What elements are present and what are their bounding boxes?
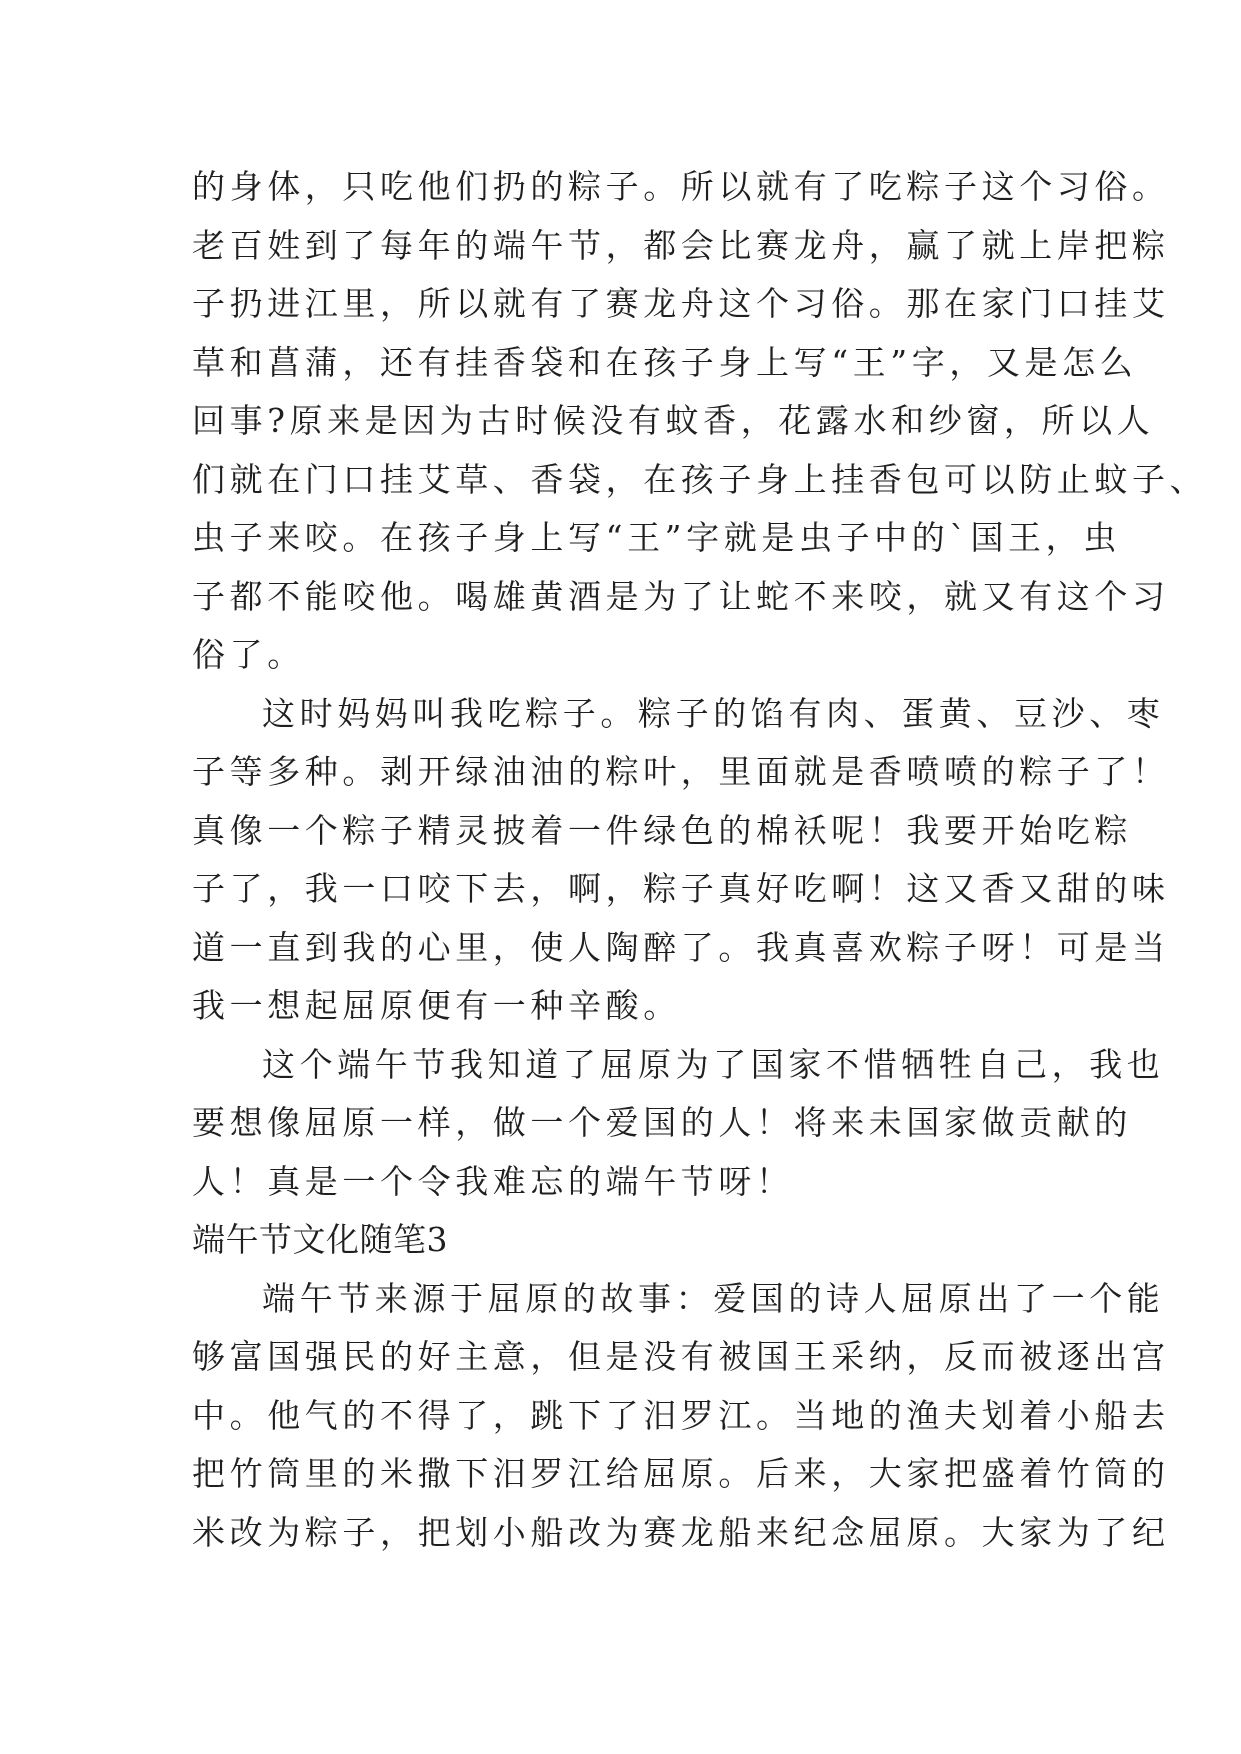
text-line: 这个端午节我知道了屈原为了国家不惜牺牲自己，我也	[262, 1044, 1165, 1084]
heading-text: 端午节文化随笔3	[192, 1220, 448, 1259]
text-line: 够富国强民的好主意，但是没有被国王采纳，反而被逐出宫	[192, 1337, 1170, 1376]
text-line: 们就在门口挂艾草、香袋，在孩子身上挂香包可以防止蚊子、	[192, 459, 1208, 499]
text-line: 人！真是一个令我难忘的端午节呀！	[192, 1161, 794, 1201]
text-line: 要想像屈原一样，做一个爱国的人！将来未国家做贡献的	[192, 1103, 1132, 1142]
section-heading	[192, 1211, 1072, 1270]
paragraph-1	[192, 158, 1208, 685]
text-line: 米改为粽子，把划小船改为赛龙船来纪念屈原。大家为了纪	[192, 1512, 1170, 1552]
text-line: 俗了。	[192, 635, 305, 674]
text-line: 子都不能咬他。喝雄黄酒是为了让蛇不来咬，就又有这个习	[192, 576, 1170, 616]
text-line: 真像一个粽子精灵披着一件绿色的棉袄呢！我要开始吃粽	[192, 810, 1132, 850]
paragraph-3	[192, 1036, 1165, 1212]
text-line: 虫子来咬。在孩子身上写“王”字就是虫子中的`国王，虫	[192, 518, 1121, 557]
paragraph-4	[192, 1270, 1170, 1563]
text-line: 中。他气的不得了，跳下了汨罗江。当地的渔夫划着小船去	[192, 1395, 1170, 1435]
paragraph-2	[192, 685, 1170, 1036]
text-line: 子了，我一口咬下去，啊，粽子真好吃啊！这又香又甜的味	[192, 869, 1170, 908]
text-line: 老百姓到了每年的端午节，都会比赛龙舟，赢了就上岸把粽	[192, 225, 1170, 265]
text-line: 端午节来源于屈原的故事：爱国的诗人屈原出了一个能	[262, 1278, 1165, 1318]
text-line: 子扔进江里，所以就有了赛龙舟这个习俗。那在家门口挂艾	[192, 284, 1170, 323]
text-line: 草和菖蒲，还有挂香袋和在孩子身上写“王”字，又是怎么	[192, 342, 1138, 382]
text-line: 把竹筒里的米撒下汨罗江给屈原。后来，大家把盛着竹筒的	[192, 1454, 1170, 1493]
text-line: 回事?原来是因为古时候没有蚊香，花露水和纱窗，所以人	[192, 401, 1155, 440]
text-line: 的身体，只吃他们扔的粽子。所以就有了吃粽子这个习俗。	[192, 167, 1170, 206]
text-line: 这时妈妈叫我吃粽子。粽子的馅有肉、蛋黄、豆沙、枣	[262, 693, 1165, 733]
text-line: 子等多种。剥开绿油油的粽叶，里面就是香喷喷的粽子了！	[192, 752, 1170, 791]
text-line: 我一想起屈原便有一种辛酸。	[192, 986, 681, 1025]
document-body	[192, 158, 1208, 1562]
text-line: 道一直到我的心里，使人陶醉了。我真喜欢粽子呀！可是当	[192, 927, 1170, 967]
